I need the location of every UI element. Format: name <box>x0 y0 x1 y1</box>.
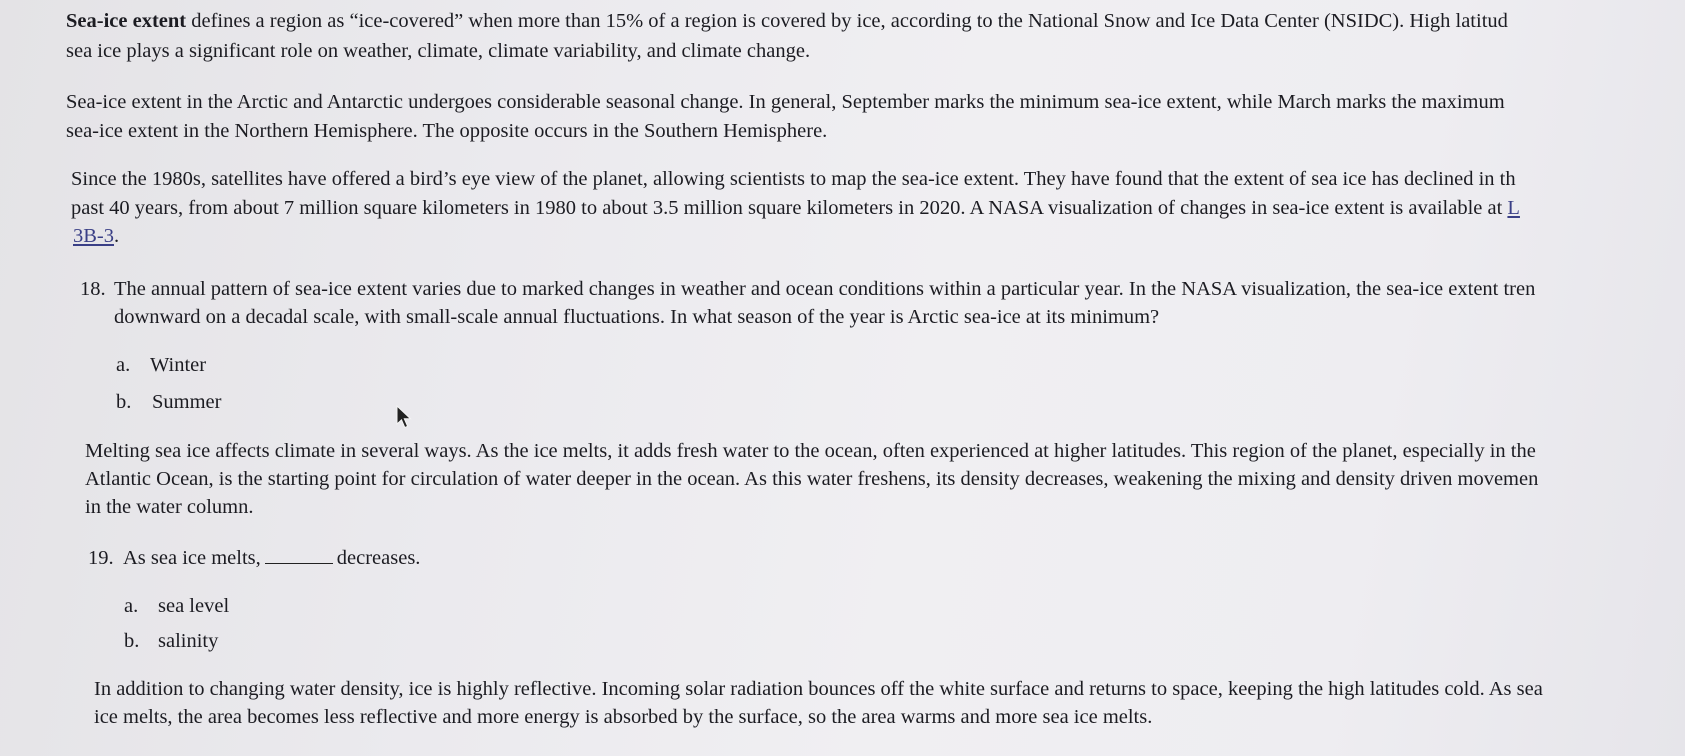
question-19-number: 19. <box>88 547 114 569</box>
question-18-text: The annual pattern of sea-ice extent varies due to marked changes in weather and ocean conditions within a particular year. In the NASA visualization, the sea-ice extent tren <box>114 278 1536 300</box>
option-text: Winter <box>150 354 207 376</box>
option-letter: a. <box>116 354 131 376</box>
para3-line2 <box>71 195 1520 221</box>
para3-line3-end: . <box>114 225 120 247</box>
para1-line1-text: defines a region as “ice-covered” when more than 15% of a region is covered by ice, according to the National Snow and Ice Data Center (NSIDC). High latitud <box>186 10 1508 32</box>
option-text: sea level <box>158 595 230 617</box>
option-letter: a. <box>124 595 139 617</box>
question-19-text-after: decreases. <box>336 547 421 569</box>
mouse-pointer-icon <box>395 405 415 431</box>
question-18-line2: downward on a decadal scale, with small-scale annual fluctuations. In what season of the year is Arctic sea-ice at its minimum? <box>114 306 1160 328</box>
question-18-line1 <box>80 276 1535 302</box>
para1-line2: sea ice plays a significant role on weather, climate, climate variability, and climate change. <box>66 40 811 62</box>
para4-line1: Melting sea ice affects climate in several ways. As the ice melts, it adds fresh water to the ocean, often experienced at higher latitudes. This region of the planet, especially in the <box>85 440 1536 462</box>
para1-term: Sea-ice extent <box>66 10 187 32</box>
question-18-option-b[interactable] <box>116 389 221 415</box>
option-letter: b. <box>116 391 132 413</box>
para1-line1 <box>66 8 1508 34</box>
para3-line3 <box>73 223 119 249</box>
question-18-number: 18. <box>80 278 106 300</box>
para5-line2: ice melts, the area becomes less reflective and more energy is absorbed by the surface, so the area warms and more sea ice melts. <box>94 706 1153 728</box>
para5-line1: In addition to changing water density, ice is highly reflective. Incoming solar radiation bounces off the white surface and returns to space, keeping the high latitudes cold. As sea <box>94 678 1543 700</box>
answer-blank[interactable] <box>265 545 333 564</box>
question-19-option-a[interactable] <box>124 593 229 619</box>
para2-line2: sea-ice extent in the Northern Hemisphere. The opposite occurs in the Southern Hemisphere. <box>66 120 828 142</box>
nasa-visualization-link[interactable]: L <box>1507 197 1520 219</box>
para4-line2: Atlantic Ocean, is the starting point for circulation of water deeper in the ocean. As this water freshens, its density decreases, weakening the mixing and density driven movemen <box>85 468 1539 490</box>
question-19-text-before: As sea ice melts, <box>123 547 261 569</box>
question-18-option-a[interactable] <box>116 352 206 378</box>
option-text: salinity <box>158 630 219 652</box>
nasa-visualization-link-continued[interactable]: 3B-3 <box>73 225 114 247</box>
para3-line1: Since the 1980s, satellites have offered a bird’s eye view of the planet, allowing scientists to map the sea-ice extent. They have found that the extent of sea ice has declined in th <box>71 168 1516 190</box>
question-19 <box>88 545 420 571</box>
question-19-option-b[interactable] <box>124 628 218 654</box>
para2-line1: Sea-ice extent in the Arctic and Antarctic undergoes considerable seasonal change. In general, September marks the minimum sea-ice extent, while March marks the maximum <box>66 91 1505 113</box>
para3-line2-text: past 40 years, from about 7 million square kilometers in 1980 to about 3.5 million square kilometers in 2020. A NASA visualization of changes in sea-ice extent is available at <box>71 197 1508 219</box>
option-letter: b. <box>124 630 140 652</box>
para4-line3: in the water column. <box>85 496 254 518</box>
option-text: Summer <box>152 391 222 413</box>
